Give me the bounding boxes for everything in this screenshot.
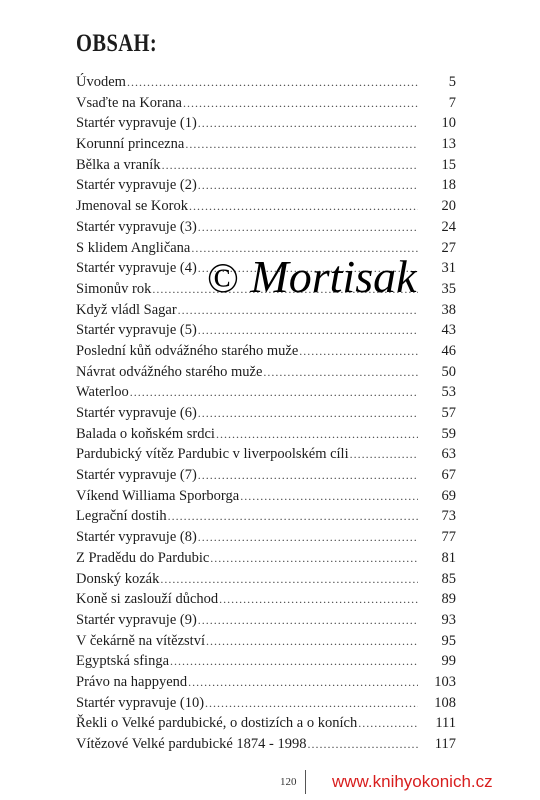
toc-entry-page: 108 — [434, 694, 456, 711]
dot-leader — [162, 155, 418, 176]
toc-entry-page: 38 — [441, 301, 456, 318]
dot-leader — [170, 651, 418, 672]
toc-entry-page: 111 — [435, 715, 456, 732]
toc-entry — [76, 506, 456, 527]
toc-entry-page: 5 — [448, 74, 456, 90]
toc-entry — [76, 382, 456, 403]
dot-leader — [178, 300, 418, 321]
toc-entry-page: 27 — [441, 239, 456, 256]
toc-entry-page: 20 — [441, 198, 456, 215]
toc-entry-page: 103 — [434, 673, 456, 690]
toc-entry — [76, 444, 456, 465]
toc-entry-title: Legrační dostih — [76, 508, 167, 525]
toc-entry-title: Startér vypravuje (8) — [76, 529, 197, 546]
toc-entry-title: Jmenoval se Korok — [76, 198, 188, 215]
toc-entry — [76, 465, 456, 486]
toc-entry-title: Startér vypravuje (7) — [76, 467, 197, 484]
toc-entry — [76, 527, 456, 548]
dot-leader — [216, 424, 418, 445]
toc-entry-title: Simonův rok — [76, 280, 152, 297]
toc-entry — [76, 610, 456, 631]
toc-entry-title: Donský kozák — [76, 570, 160, 587]
toc-entry-title: Balada o koňském srdci — [76, 425, 215, 442]
toc-entry-title: Bělka a vraník — [76, 156, 161, 173]
dot-leader — [240, 486, 418, 507]
toc-entry — [76, 548, 456, 569]
dot-leader — [358, 713, 418, 734]
dot-leader — [198, 610, 418, 631]
toc-entry-title: V čekárně na vítězství — [76, 632, 205, 649]
toc-entry — [76, 569, 456, 590]
toc-entry-title: Vítězové Velké pardubické 1874 - 1998 — [76, 736, 307, 752]
toc-entry-page: 95 — [441, 632, 456, 649]
copyright-symbol: © — [207, 256, 239, 302]
toc-entry — [76, 300, 456, 321]
copyright-watermark — [207, 251, 417, 302]
dot-leader — [183, 93, 418, 114]
toc-entry-title: Víkend Williama Sporborga — [76, 487, 240, 504]
toc-entry-page: 77 — [441, 529, 456, 546]
toc-entry — [76, 72, 456, 93]
toc-entry-page: 63 — [441, 446, 456, 463]
toc-entry-page: 7 — [448, 94, 456, 111]
toc-entry-page: 73 — [441, 508, 456, 525]
toc-entry-title: Startér vypravuje (9) — [76, 611, 197, 628]
toc-entry-page: 53 — [441, 384, 456, 401]
toc-entry — [76, 486, 456, 507]
dot-leader — [206, 631, 418, 652]
toc-entry-page: 85 — [441, 570, 456, 587]
toc-entry-title: Startér vypravuje (6) — [76, 405, 197, 421]
dot-leader — [130, 382, 418, 403]
dot-leader — [185, 134, 418, 155]
toc-entry — [76, 341, 456, 362]
toc-entry — [76, 713, 456, 734]
toc-entry-title: Koně si zaslouží důchod — [76, 591, 219, 608]
toc-entry-title: Korunní princezna — [76, 136, 185, 153]
toc-entry-title: Startér vypravuje (4) — [76, 260, 197, 277]
dot-leader — [198, 403, 418, 424]
page-title: OBSAH: — [76, 30, 158, 57]
footer-divider — [305, 770, 306, 794]
toc-entry-page: 18 — [441, 177, 456, 194]
toc-entry-title: Návrat odvážného starého muže — [76, 363, 263, 380]
dot-leader — [198, 465, 418, 486]
toc-entry-page: 117 — [434, 736, 456, 752]
dot-leader — [307, 734, 418, 755]
toc-entry — [76, 362, 456, 383]
toc-entry — [76, 217, 456, 238]
page-number: 120 — [280, 776, 297, 788]
toc-entry — [76, 196, 456, 217]
toc-entry-title: Poslední kůň odvážného starého muže — [76, 342, 299, 359]
toc-entry-page: 13 — [441, 136, 456, 153]
toc-entry — [76, 651, 456, 672]
toc-entry-page: 57 — [441, 405, 456, 421]
toc-entry-title: S klidem Angličana — [76, 239, 191, 256]
toc-entry-page: 81 — [441, 549, 456, 566]
dot-leader — [210, 548, 418, 569]
toc-entry-page: 31 — [441, 260, 456, 277]
dot-leader — [198, 527, 418, 548]
toc-entry-title: Právo na happyend — [76, 673, 188, 690]
toc-entry-page: 50 — [441, 363, 456, 380]
toc-entry-page: 15 — [441, 156, 456, 173]
toc-entry-title: Startér vypravuje (5) — [76, 322, 197, 339]
dot-leader — [198, 113, 418, 134]
toc-entry-title: Startér vypravuje (2) — [76, 177, 197, 194]
toc-entry — [76, 134, 456, 155]
dot-leader — [263, 362, 418, 383]
dot-leader — [160, 569, 418, 590]
toc-entry — [76, 589, 456, 610]
dot-leader — [198, 217, 418, 238]
toc-entry — [76, 155, 456, 176]
toc-entry-page: 99 — [441, 653, 456, 670]
toc-entry-title: Waterloo — [76, 384, 129, 401]
toc-entry-page: 24 — [441, 218, 456, 235]
toc-entry-title: Když vládl Sagar — [76, 301, 177, 318]
dot-leader — [188, 672, 418, 693]
toc-entry — [76, 403, 456, 424]
toc-entry-title: Vsaďte na Korana — [76, 94, 182, 111]
toc-entry — [76, 320, 456, 341]
dot-leader — [198, 320, 418, 341]
toc-entry-page: 89 — [441, 591, 456, 608]
toc-entry — [76, 631, 456, 652]
toc-entry — [76, 734, 456, 755]
toc-entry-title: Egyptská sfinga — [76, 653, 170, 670]
toc-entry-page: 10 — [441, 115, 456, 132]
toc-entry — [76, 424, 456, 445]
toc-entry-page: 93 — [441, 611, 456, 628]
dot-leader — [168, 506, 418, 527]
toc-entry-title: Řekli o Velké pardubické, o dostizích a o koních — [76, 715, 358, 732]
toc-entry-page: 35 — [441, 280, 456, 297]
toc-entry — [76, 672, 456, 693]
dot-leader — [219, 589, 418, 610]
toc-entry — [76, 93, 456, 114]
dot-leader — [205, 693, 418, 714]
toc-entry-page: 46 — [441, 342, 456, 359]
toc-entry-title: Startér vypravuje (10) — [76, 694, 205, 711]
website-link[interactable]: www.knihyokonich.cz — [332, 772, 493, 791]
dot-leader — [350, 444, 418, 465]
dot-leader — [189, 196, 418, 217]
toc-entry-title: Pardubický vítěz Pardubic v liverpoolském cíli — [76, 446, 349, 463]
toc-entry — [76, 175, 456, 196]
toc-entry-title: Úvodem — [76, 74, 126, 90]
toc-entry-page: 43 — [441, 322, 456, 339]
dot-leader — [299, 341, 418, 362]
toc-entry-page: 67 — [441, 467, 456, 484]
toc-entry-title: Z Pradědu do Pardubic — [76, 549, 210, 566]
toc-entry-page: 59 — [441, 425, 456, 442]
dot-leader — [198, 175, 418, 196]
toc-entry — [76, 113, 456, 134]
watermark-text: Mortisak — [250, 251, 417, 302]
toc-entry-page: 69 — [441, 487, 456, 504]
dot-leader — [127, 72, 418, 93]
toc-entry — [76, 693, 456, 714]
toc-entry-title: Startér vypravuje (1) — [76, 115, 197, 132]
toc-entry-title: Startér vypravuje (3) — [76, 218, 197, 235]
table-of-contents — [76, 72, 456, 755]
